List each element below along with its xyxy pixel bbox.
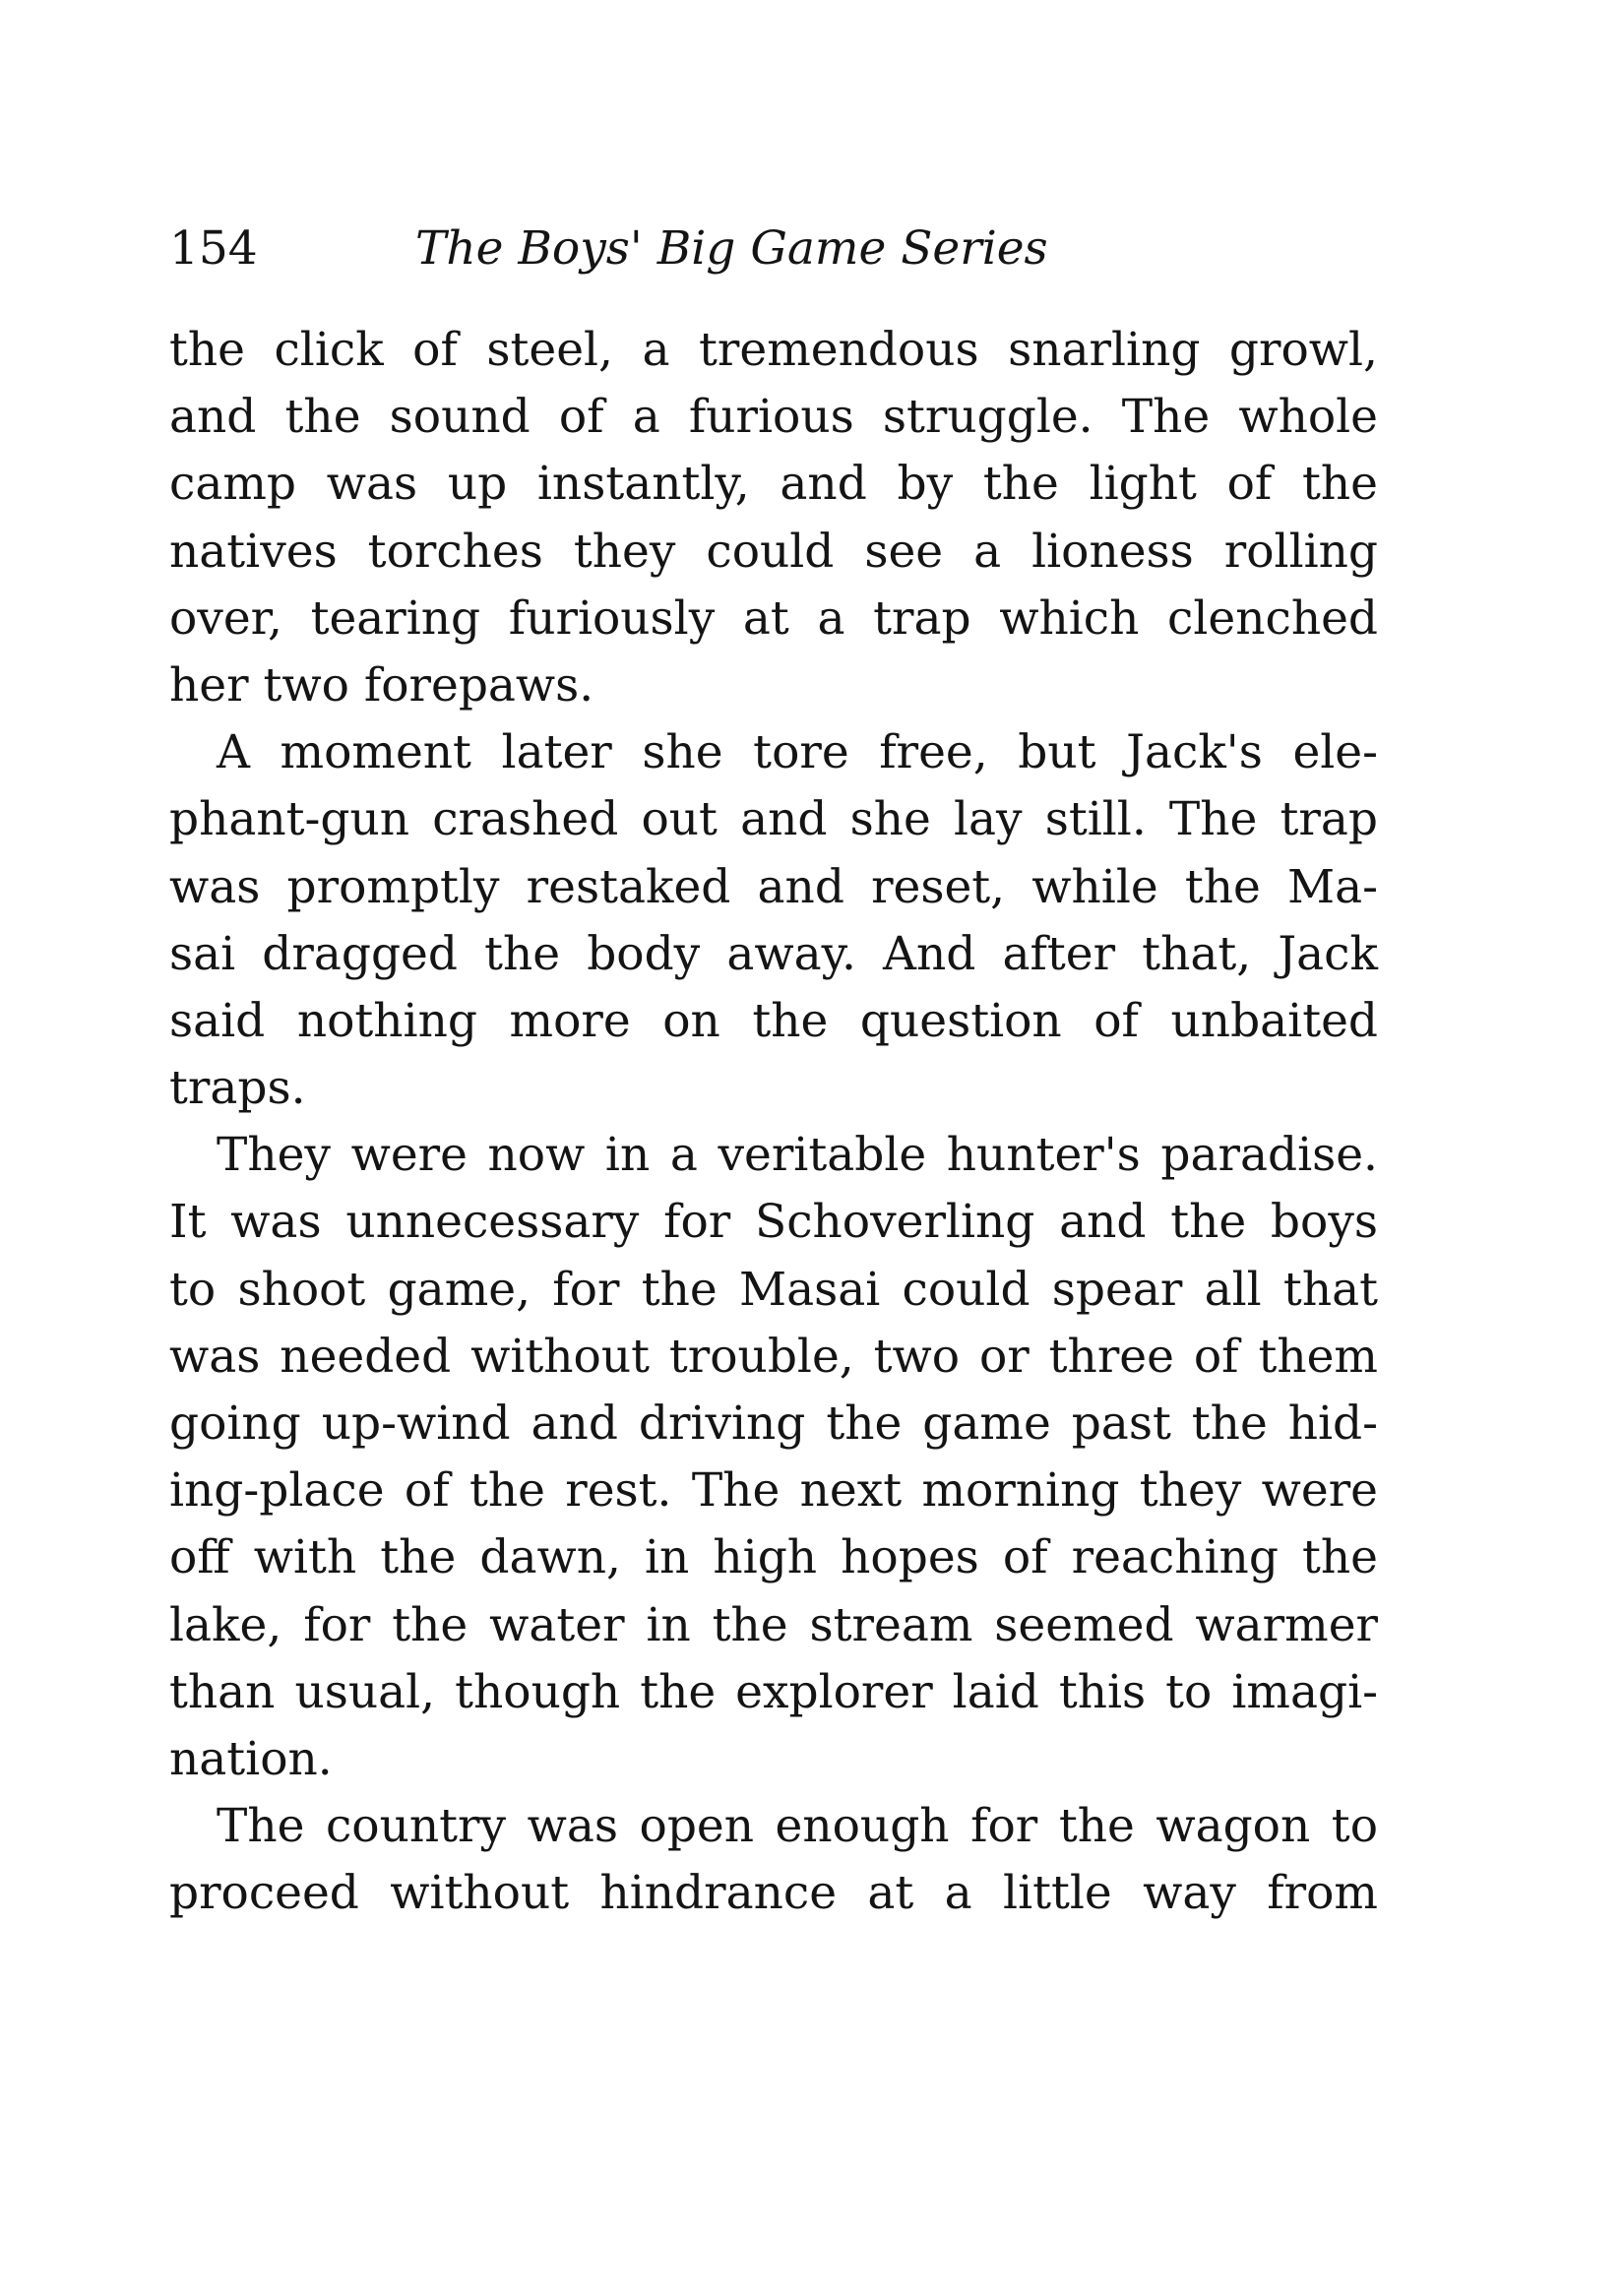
- text-line: It was unnecessary for Schoverling and the boys: [169, 1195, 1378, 1250]
- running-head: [169, 215, 1390, 283]
- text-line: The country was open enough for the wagon to: [217, 1799, 1378, 1854]
- text-line: over, tearing furiously at a trap which clenched: [169, 590, 1378, 646]
- page-number: 154: [169, 221, 258, 276]
- text-line: said nothing more on the question of unbaited: [169, 993, 1378, 1048]
- body-text: [169, 317, 1378, 1928]
- text-line: the click of steel, a tremendous snarling growl,: [169, 323, 1378, 377]
- text-line: traps.: [169, 1061, 306, 1116]
- text-line: to shoot game, for the Masai could spear all that: [169, 1262, 1378, 1317]
- text-line: They were now in a veritable hunter's paradise.: [217, 1128, 1378, 1183]
- text-line: proceed without hindrance at a little way from: [169, 1866, 1378, 1921]
- text-line: was needed without trouble, two or three of them: [169, 1329, 1378, 1384]
- text-line: and the sound of a furious struggle. The whole: [169, 390, 1378, 445]
- text-line: A moment later she tore free, but Jack's ele-: [217, 725, 1378, 780]
- text-line: lake, for the water in the stream seemed warmer: [169, 1597, 1378, 1652]
- running-title: The Boys' Big Game Series: [415, 221, 1048, 276]
- text-line: going up-wind and driving the game past the hid-: [169, 1396, 1378, 1451]
- text-line: her two forepaws.: [169, 657, 594, 713]
- text-line: was promptly restaked and reset, while the Ma-: [169, 859, 1378, 914]
- text-line: than usual, though the explorer laid this to imagi-: [169, 1664, 1378, 1719]
- text-line: camp was up instantly, and by the light of the: [169, 457, 1378, 512]
- text-line: sai dragged the body away. And after that, Jack: [169, 926, 1378, 981]
- text-line: nation.: [169, 1731, 333, 1786]
- text-line: ing-place of the rest. The next morning they were: [169, 1463, 1378, 1519]
- text-line: phant-gun crashed out and she lay still. The trap: [169, 792, 1378, 847]
- text-line: natives torches they could see a lioness rolling: [169, 524, 1378, 579]
- text-line: off with the dawn, in high hopes of reaching the: [169, 1530, 1378, 1585]
